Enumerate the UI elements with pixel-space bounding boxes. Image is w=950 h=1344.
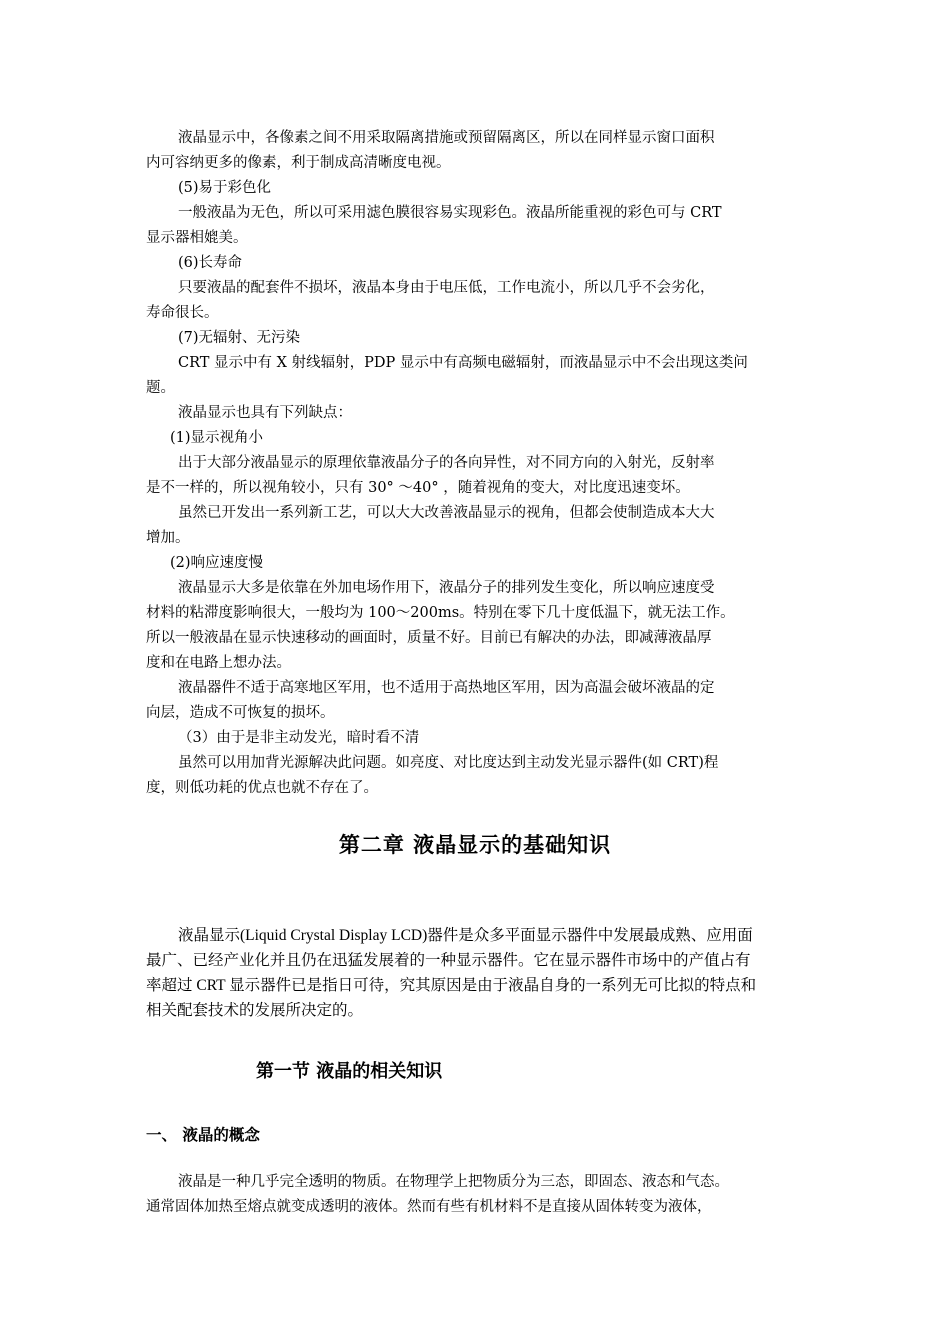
list-heading: (7)无辐射、无污染 [178,330,301,346]
paragraph-line: CRT 显示中有 X 射线辐射，PDP 显示中有高频电磁辐射，而液晶显示中不会出现这类问 [178,355,748,371]
list-heading: （3）由于是非主动发光，暗时看不清 [178,730,420,746]
list-heading: (5)易于彩色化 [178,180,272,196]
list-heading: (2)响应速度慢 [170,555,264,571]
chapter-title: 第二章 液晶显示的基础知识 [338,833,612,857]
paragraph-line: 液晶显示也具有下列缺点： [178,405,352,421]
section-title: 第一节 液晶的相关知识 [256,1061,443,1082]
paragraph-line: 液晶器件不适于高寒地区军用，也不适用于高热地区军用，因为高温会破坏液晶的定 [178,680,715,696]
paragraph-line: 液晶显示中，各像素之间不用采取隔离措施或预留隔离区，所以在同样显示窗口面积 [178,130,715,146]
list-heading: (1)显示视角小 [170,430,264,446]
paragraph-line: 虽然已开发出一系列新工艺，可以大大改善液晶显示的视角，但都会使制造成本大大 [178,505,715,521]
paragraph-line: 显示器相媲美。 [146,230,248,246]
list-heading: (6)长寿命 [178,255,243,271]
paragraph-line: 出于大部分液晶显示的原理依靠液晶分子的各向异性，对不同方向的入射光，反射率 [178,455,715,471]
paragraph-line: 材料的粘滞度影响很大，一般均为 100～200ms。特别在零下几十度低温下，就无法工作。 [146,605,735,621]
paragraph-line: 只要液晶的配套件不损坏，液晶本身由于电压低，工作电流小，所以几乎不会劣化， [178,280,715,296]
paragraph-line: 通常固体加热至熔点就变成透明的液体。然而有些有机材料不是直接从固体转变为液体， [146,1199,712,1215]
paragraph-line: 增加。 [146,530,190,546]
paragraph-line: 寿命很长。 [146,305,219,321]
paragraph-line: 虽然可以用加背光源解决此问题。如亮度、对比度达到主动发光显示器件(如 CRT)程 [178,755,719,771]
paragraph-line: 所以一般液晶在显示快速移动的画面时，质量不好。目前已有解决的办法，即减薄液晶厚 [146,630,712,646]
paragraph-line: 液晶显示(Liquid Crystal Display LCD)器件是众多平面显示器件中发展最成熟、应用面 [178,927,753,944]
paragraph-line: 液晶是一种几乎完全透明的物质。在物理学上把物质分为三态，即固态、液态和气态。 [178,1174,729,1190]
paragraph-line: 题。 [146,380,175,396]
paragraph-line: 最广、已经产业化并且仍在迅猛发展着的一种显示器件。它在显示器件市场中的产值占有 [146,952,751,969]
paragraph-line: 度和在电路上想办法。 [146,655,291,671]
paragraph-line: 相关配套技术的发展所决定的。 [146,1002,364,1019]
subsection-title: 一、 液晶的概念 [146,1126,260,1144]
paragraph-line: 向层，造成不可恢复的损坏。 [146,705,335,721]
paragraph-line: 是不一样的，所以视角较小，只有 30° ～40° ，随着视角的变大，对比度迅速变坏。 [146,480,690,496]
paragraph-line: 度，则低功耗的优点也就不存在了。 [146,780,378,796]
paragraph-line: 液晶显示大多是依靠在外加电场作用下，液晶分子的排列发生变化，所以响应速度受 [178,580,715,596]
paragraph-line: 率超过 CRT 显示器件已是指日可待，究其原因是由于液晶自身的一系列无可比拟的特点和 [146,977,757,994]
paragraph-line: 一般液晶为无色，所以可采用滤色膜很容易实现彩色。液晶所能重视的彩色可与 CRT [178,205,722,221]
paragraph-line: 内可容纳更多的像素，利于制成高清晰度电视。 [146,155,451,171]
